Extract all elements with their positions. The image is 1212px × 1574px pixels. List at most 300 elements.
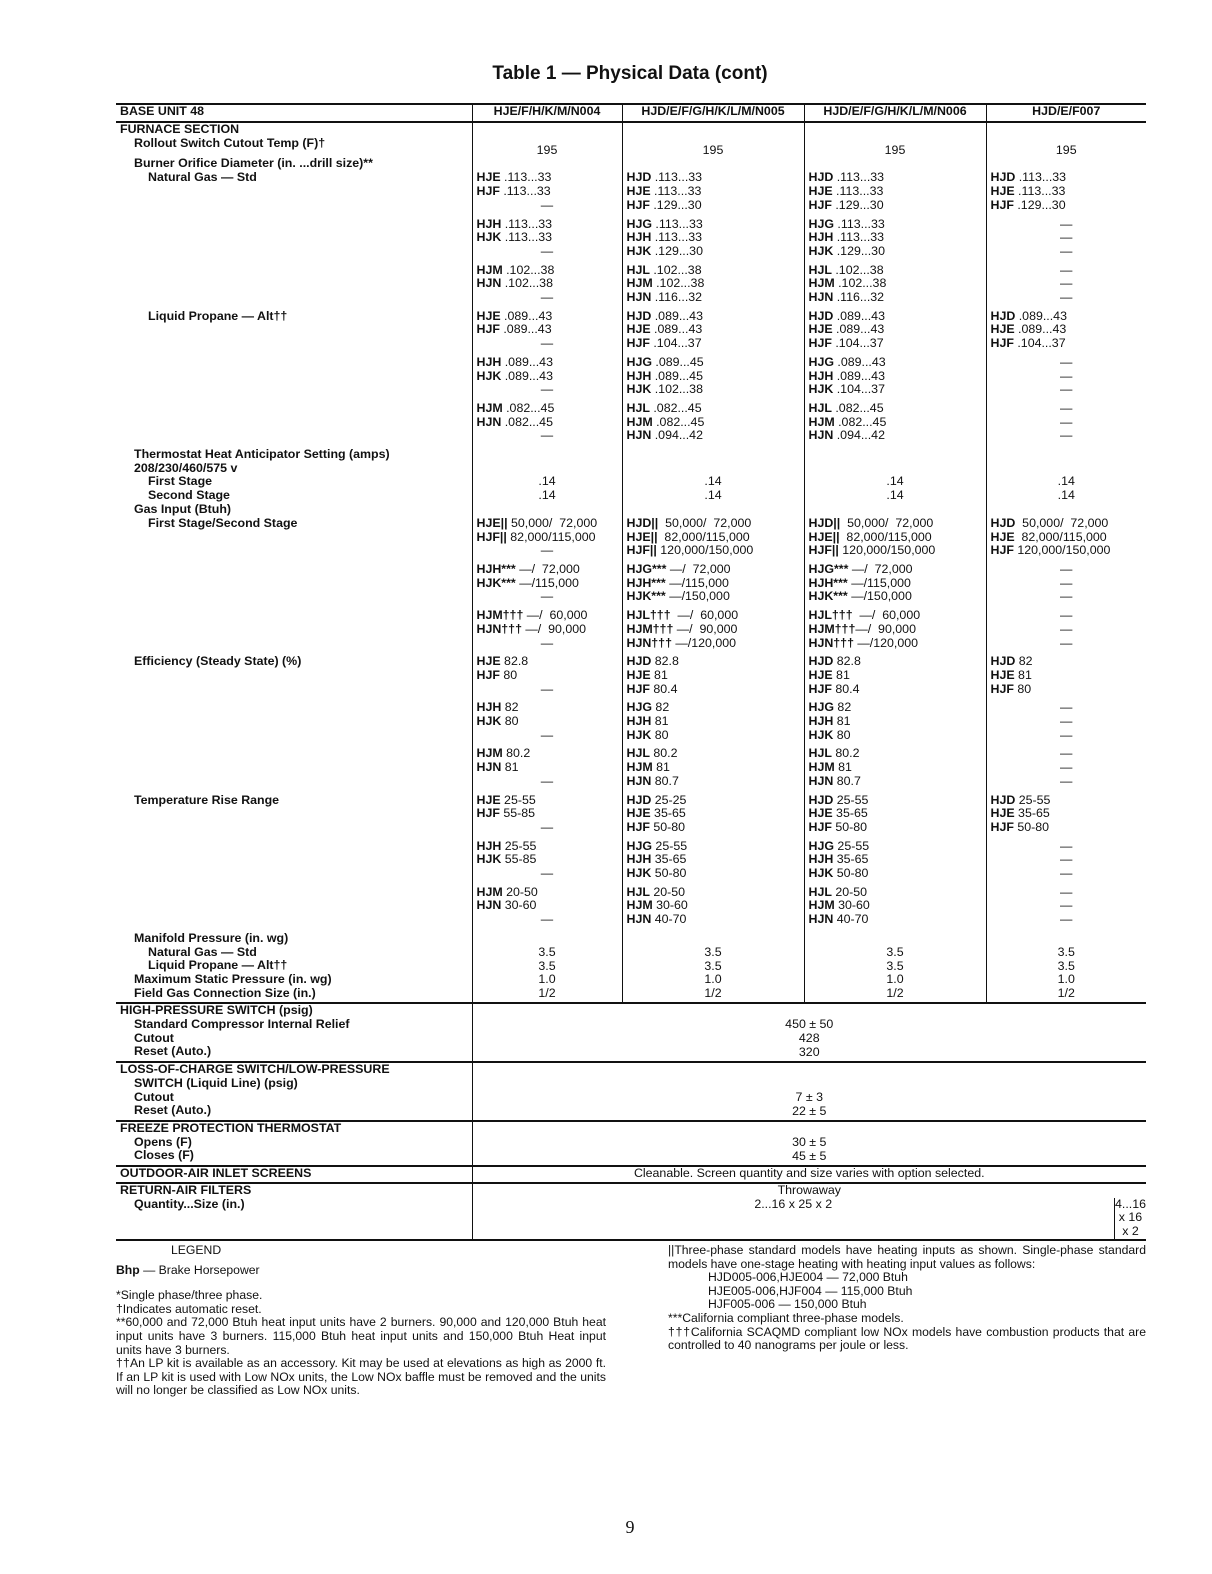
value-group [477, 218, 618, 264]
model-value-line [627, 775, 800, 789]
empty-dash: — [1060, 230, 1073, 245]
model-value-line [991, 310, 1143, 324]
empty-dash: — [1060, 746, 1073, 761]
model-value: .102...38 [831, 262, 884, 277]
model-code: HJG [808, 700, 834, 715]
ng-cell [622, 171, 804, 309]
model-value-line [627, 761, 800, 775]
model-value: .089...43 [650, 322, 703, 337]
hps-reset-value: 320 [798, 1044, 820, 1059]
hps-values [472, 1003, 1146, 1062]
model-code: HJF [990, 197, 1014, 212]
value-group [627, 264, 800, 310]
model-code: HJK*** [626, 589, 666, 604]
model-value-line [477, 402, 618, 416]
freeze-labels [116, 1121, 472, 1166]
model-value: 50,000/ 72,000 [658, 515, 752, 530]
efficiency-label: Efficiency (Steady State) (%) [134, 654, 302, 669]
thermostat-values [804, 448, 986, 503]
model-value: 82.8 [651, 654, 679, 669]
model-value: .082...45 [831, 400, 884, 415]
model-code: HJH [808, 714, 834, 729]
model-value: .113...33 [832, 184, 884, 199]
model-code: HJE|| [808, 529, 840, 544]
filters-type: Throwaway [777, 1182, 841, 1197]
model-value-line [477, 231, 618, 245]
model-value-line [627, 185, 800, 199]
max-static-label: Maximum Static Pressure (in. wg) [134, 971, 332, 986]
model-value-line [809, 701, 982, 715]
empty-dash: — [540, 428, 554, 443]
model-value-line [477, 761, 618, 775]
model-value: .116...32 [833, 290, 885, 305]
model-value-line [627, 683, 800, 697]
temp-rise-row [116, 794, 1146, 932]
model-code: HJE [808, 806, 833, 821]
empty-dash: — [1060, 700, 1073, 715]
model-value: .102...38 [652, 276, 705, 291]
model-code: HJL [808, 262, 832, 277]
lp-cell [472, 310, 622, 448]
model-value: 30-60 [652, 898, 688, 913]
gas-input-heading: Gas Input (Btuh) [134, 501, 232, 516]
second-stage-label: Second Stage [148, 488, 230, 503]
empty-dash: — [1060, 216, 1073, 231]
value-group [991, 264, 1143, 310]
model-value-line [627, 171, 800, 185]
value-group [991, 886, 1143, 932]
model-code: HJE [990, 184, 1015, 199]
model-code: HJH*** [476, 561, 516, 576]
model-value: .113...33 [499, 184, 551, 199]
model-code: HJN [808, 912, 834, 927]
model-value: 81 [652, 760, 670, 775]
model-code: HJM [808, 276, 835, 291]
loc-labels [116, 1062, 472, 1121]
model-value: 35-65 [833, 852, 869, 867]
gas-input-label [116, 503, 472, 655]
model-code: HJF [476, 667, 500, 682]
page-number: 9 [625, 1517, 635, 1537]
model-value: .104...37 [1013, 336, 1066, 351]
value-group [991, 310, 1143, 356]
model-value: .089...43 [501, 368, 553, 383]
model-value: 120,000/150,000 [656, 543, 754, 558]
model-value-line [991, 821, 1143, 835]
model-code: HJE [626, 184, 651, 199]
model-code: HJN [476, 760, 502, 775]
model-code: HJF [990, 336, 1014, 351]
field-gas-value: 1/2 [886, 985, 904, 1000]
thermostat-label [116, 448, 472, 503]
model-value: 25-55 [500, 792, 536, 807]
model-code: HJM [808, 760, 835, 775]
model-code: HJM [808, 414, 835, 429]
model-code: HJF [626, 197, 650, 212]
model-code: HJN [476, 898, 502, 913]
model-value: .089...43 [500, 308, 553, 323]
model-value-line [991, 531, 1143, 545]
value-group [809, 840, 982, 886]
model-code: HJK*** [476, 575, 516, 590]
model-value: 25-55 [833, 838, 870, 853]
rise-cell [472, 794, 622, 932]
furnace-section-row [116, 122, 1146, 137]
model-value: 82.8 [500, 654, 529, 669]
model-value-line [477, 609, 618, 623]
model-code: HJF [476, 184, 500, 199]
value-group [991, 563, 1143, 609]
model-code: HJM [476, 400, 503, 415]
model-value: —/120,000 [853, 635, 919, 650]
manifold-values [986, 932, 1146, 1004]
model-code: HJF [808, 336, 832, 351]
model-value: .104...37 [831, 336, 884, 351]
model-value-line [809, 370, 982, 384]
value-group [477, 840, 618, 886]
model-code: HJE [808, 322, 833, 337]
model-value: 20-50 [502, 884, 538, 899]
thermostat-row [116, 448, 1146, 503]
model-value: .089...43 [1014, 322, 1067, 337]
model-code: HJG*** [808, 561, 849, 576]
model-value: —/115,000 [515, 575, 579, 590]
value-group [627, 218, 800, 264]
model-code: HJN [476, 276, 502, 291]
model-value-line [809, 807, 982, 821]
legend [116, 1244, 606, 1398]
empty-dash: — [1060, 898, 1073, 913]
model-code: HJF [626, 819, 650, 834]
model-value-line [477, 853, 618, 867]
eff-cell [472, 655, 622, 793]
model-value: 30-60 [501, 898, 537, 913]
value-group [809, 747, 982, 793]
model-value: —/ 72,000 [666, 561, 731, 576]
model-value-line [991, 794, 1143, 808]
model-code: HJK [476, 368, 502, 383]
model-value: .082...45 [502, 400, 555, 415]
model-value: 25-25 [651, 792, 687, 807]
hps-label: HIGH-PRESSURE SWITCH (psig) [120, 1003, 313, 1018]
model-value-line [809, 245, 982, 259]
model-value-line [627, 821, 800, 835]
model-value: 80.2 [649, 746, 678, 761]
model-code: HJG [808, 838, 834, 853]
model-value: .089...45 [651, 368, 703, 383]
model-value: 82 [501, 700, 519, 715]
filters-values [472, 1183, 1146, 1240]
model-value: .089...43 [501, 354, 553, 369]
model-value-line [627, 370, 800, 384]
model-code: HJF [808, 681, 832, 696]
model-value: .113...33 [651, 170, 703, 185]
model-code: HJD [626, 308, 652, 323]
model-code: HJE [990, 667, 1015, 682]
manifold-label: Manifold Pressure (in. wg) [134, 930, 289, 945]
model-code: HJH*** [626, 575, 666, 590]
freeze-label: FREEZE PROTECTION THERMOSTAT [120, 1121, 342, 1135]
value-group [477, 563, 618, 609]
model-value: 25-55 [1015, 792, 1051, 807]
model-value: 82,000/115,000 [657, 529, 750, 544]
model-code: HJN [808, 428, 834, 443]
model-code: HJG [626, 354, 652, 369]
model-value-line [809, 544, 982, 558]
model-code: HJG [626, 216, 652, 231]
empty-dash: — [1060, 714, 1073, 729]
empty-dash: — [1060, 589, 1073, 604]
empty-dash: — [1060, 884, 1073, 899]
model-code: HJL [808, 400, 832, 415]
value-group [991, 218, 1143, 264]
model-value-line [809, 171, 982, 185]
model-code: HJF [808, 819, 832, 834]
model-value: 40-70 [651, 912, 687, 927]
model-value: 81 [1014, 667, 1032, 682]
header-col-007: HJD/E/F007 [986, 104, 1146, 122]
model-code: HJH [808, 230, 834, 245]
value-group [809, 171, 982, 217]
note-6: ***California compliant three-phase models. [668, 1310, 904, 1325]
rise-cell [986, 794, 1146, 932]
value-group [809, 310, 982, 356]
gas-cell [804, 503, 986, 655]
model-value: .089...43 [833, 308, 885, 323]
empty-dash: — [1060, 561, 1073, 576]
model-value: .082...45 [652, 414, 705, 429]
max-static-value: 1.0 [538, 972, 556, 987]
value-group [627, 171, 800, 217]
model-value-line [809, 729, 982, 743]
model-value-line [809, 323, 982, 337]
model-value-line [477, 807, 618, 821]
model-value-line [627, 337, 800, 351]
model-value: .113...33 [651, 230, 703, 245]
model-value-line [991, 669, 1143, 683]
gas-cell [986, 503, 1146, 655]
second-stage-value: .14 [886, 487, 904, 502]
filters-size-b: 4...16 x 16 x 2 [1114, 1196, 1146, 1238]
model-code: HJH [626, 368, 652, 383]
model-value-line [809, 840, 982, 854]
model-value: .113...33 [1015, 170, 1067, 185]
value-group [477, 609, 618, 655]
model-value-line [477, 840, 618, 854]
model-value-line [627, 416, 800, 430]
model-value-line [627, 669, 800, 683]
model-value-line [627, 199, 800, 213]
model-value-line [477, 655, 618, 669]
model-value-line [991, 655, 1143, 669]
value-group [477, 701, 618, 747]
model-value-line [809, 775, 982, 789]
empty-dash: — [1060, 621, 1073, 636]
model-value: 50,000/ 72,000 [840, 515, 934, 530]
freeze-opens-value: 30 ± 5 [792, 1135, 827, 1149]
model-code: HJM [626, 760, 653, 775]
model-value: 50-80 [833, 866, 869, 881]
hps-cutout-value: 428 [798, 1031, 820, 1046]
value-group [627, 517, 800, 563]
model-value-line [809, 531, 982, 545]
legend-bhp [116, 1264, 606, 1278]
bhp-abbr: Bhp [116, 1262, 140, 1277]
model-value-line [627, 323, 800, 337]
model-value-line [809, 867, 982, 881]
model-value-line [627, 356, 800, 370]
model-value-line [477, 531, 618, 545]
value-group [991, 402, 1143, 448]
field-gas-value: 1/2 [538, 985, 556, 1000]
model-value: 80 [651, 727, 669, 742]
model-value-line [627, 623, 800, 637]
empty-dash: — [540, 543, 554, 558]
model-code: HJH [808, 368, 834, 383]
model-value-line [627, 231, 800, 245]
empty-dash: — [1060, 262, 1073, 277]
rollout-value: 195 [986, 137, 1146, 158]
note-1: *Single phase/three phase. [116, 1288, 263, 1303]
model-value-line [477, 370, 618, 384]
model-value: —/150,000 [665, 589, 730, 604]
model-value-line [477, 886, 618, 900]
model-value-line [627, 383, 800, 397]
model-value-line [991, 807, 1143, 821]
loc-cutout-label: Cutout [134, 1089, 174, 1104]
model-value: 82 [651, 700, 670, 715]
hps-cutout-label: Cutout [134, 1030, 174, 1045]
model-code: HJN [626, 428, 652, 443]
model-value: .089...43 [833, 354, 886, 369]
model-value: .089...43 [833, 368, 885, 383]
model-value: .094...42 [651, 428, 703, 443]
empty-dash: — [1060, 773, 1073, 788]
model-value-line [809, 218, 982, 232]
rollout-label: Rollout Switch Cutout Temp (F)† [134, 135, 326, 150]
model-value: 35-65 [650, 806, 686, 821]
model-value-line [627, 747, 800, 761]
model-value-line [627, 291, 800, 305]
model-value: 82 [1015, 654, 1033, 669]
empty-dash: — [540, 382, 554, 397]
model-value: 82.8 [833, 654, 861, 669]
model-value: .089...43 [832, 322, 885, 337]
model-code: HJD [990, 170, 1016, 185]
thermostat-values [622, 448, 804, 503]
model-value: 120,000/150,000 [838, 543, 936, 558]
model-code: HJF [990, 681, 1014, 696]
manifold-values [622, 932, 804, 1004]
empty-dash: — [1060, 575, 1073, 590]
natural-gas-row [116, 171, 1146, 309]
empty-dash: — [540, 773, 554, 788]
first-stage-value: .14 [538, 474, 556, 489]
model-value-line [477, 669, 618, 683]
model-code: HJK [626, 727, 652, 742]
model-value-line [809, 277, 982, 291]
empty-dash: — [1060, 368, 1073, 383]
value-group [991, 171, 1143, 217]
screens-row [116, 1166, 1146, 1183]
empty-dash: — [1060, 727, 1073, 742]
model-value-line [991, 199, 1143, 213]
note-2: †Indicates automatic reset. [116, 1301, 262, 1316]
value-group [809, 655, 982, 701]
model-value: 80.2 [831, 746, 860, 761]
model-value-line [809, 577, 982, 591]
model-value-line [809, 715, 982, 729]
model-value-line [809, 747, 982, 761]
model-value: .082...45 [501, 414, 553, 429]
model-value: 81 [650, 667, 668, 682]
eff-cell [622, 655, 804, 793]
value-group [627, 609, 800, 655]
thermostat-values [472, 448, 622, 503]
model-value-line [477, 747, 618, 761]
model-code: HJL [808, 884, 832, 899]
manifold-labels [116, 932, 472, 1004]
note-4: ††An LP kit is available as an accessory. Kit may be used at elevations as high as 2000 ft. If an LP kit is used with Low NOx units, the Low NOx baffle must be removed and the units will no longer be classified as Low NOx units. [116, 1356, 606, 1398]
empty-dash: — [1060, 866, 1073, 881]
model-value: 35-65 [832, 806, 868, 821]
model-code: HJL [808, 746, 832, 761]
loc-values [472, 1062, 1146, 1121]
model-code: HJD [626, 654, 652, 669]
model-value: 50,000/ 72,000 [1015, 515, 1109, 530]
header-row [116, 104, 1146, 122]
model-code: HJD|| [808, 515, 841, 530]
mp-ng-label: Natural Gas — Std [148, 944, 257, 959]
model-code: HJH [476, 700, 502, 715]
model-value-line [627, 794, 800, 808]
model-value: —/ 60,000 [670, 608, 739, 623]
model-value-line [627, 277, 800, 291]
model-code: HJM [626, 898, 653, 913]
liquid-propane-label: Liquid Propane — Alt†† [148, 308, 288, 323]
model-code: HJE [626, 667, 651, 682]
value-group [627, 840, 800, 886]
model-value: 81 [834, 760, 852, 775]
filters-label: RETURN-AIR FILTERS [120, 1182, 252, 1197]
model-value-line [477, 715, 618, 729]
model-code: HJF [626, 336, 650, 351]
efficiency-row [116, 655, 1146, 793]
model-value: —/ 90,000 [521, 621, 587, 636]
model-value-line [991, 544, 1143, 558]
hps-labels [116, 1003, 472, 1062]
max-static-value: 1.0 [886, 972, 904, 987]
model-code: HJE [990, 806, 1015, 821]
freeze-row [116, 1121, 1146, 1166]
model-value: —/115,000 [847, 575, 911, 590]
mp-lp-value: 3.5 [1057, 958, 1075, 973]
value-group [991, 701, 1143, 747]
manifold-values [804, 932, 986, 1004]
model-code: HJK [808, 243, 834, 258]
model-value-line [477, 623, 618, 637]
value-group [809, 218, 982, 264]
freeze-closes-label: Closes (F) [134, 1148, 194, 1163]
model-code: HJF [990, 819, 1014, 834]
model-value: —/ 90,000 [855, 621, 916, 636]
model-code: HJE [990, 529, 1015, 544]
model-code: HJH [476, 216, 502, 231]
model-code: HJD [808, 654, 834, 669]
orifice-label: Burner Orifice Diameter (in. ...drill size)** [134, 156, 373, 171]
model-code: HJK [476, 852, 502, 867]
model-value: 80 [1013, 681, 1032, 696]
